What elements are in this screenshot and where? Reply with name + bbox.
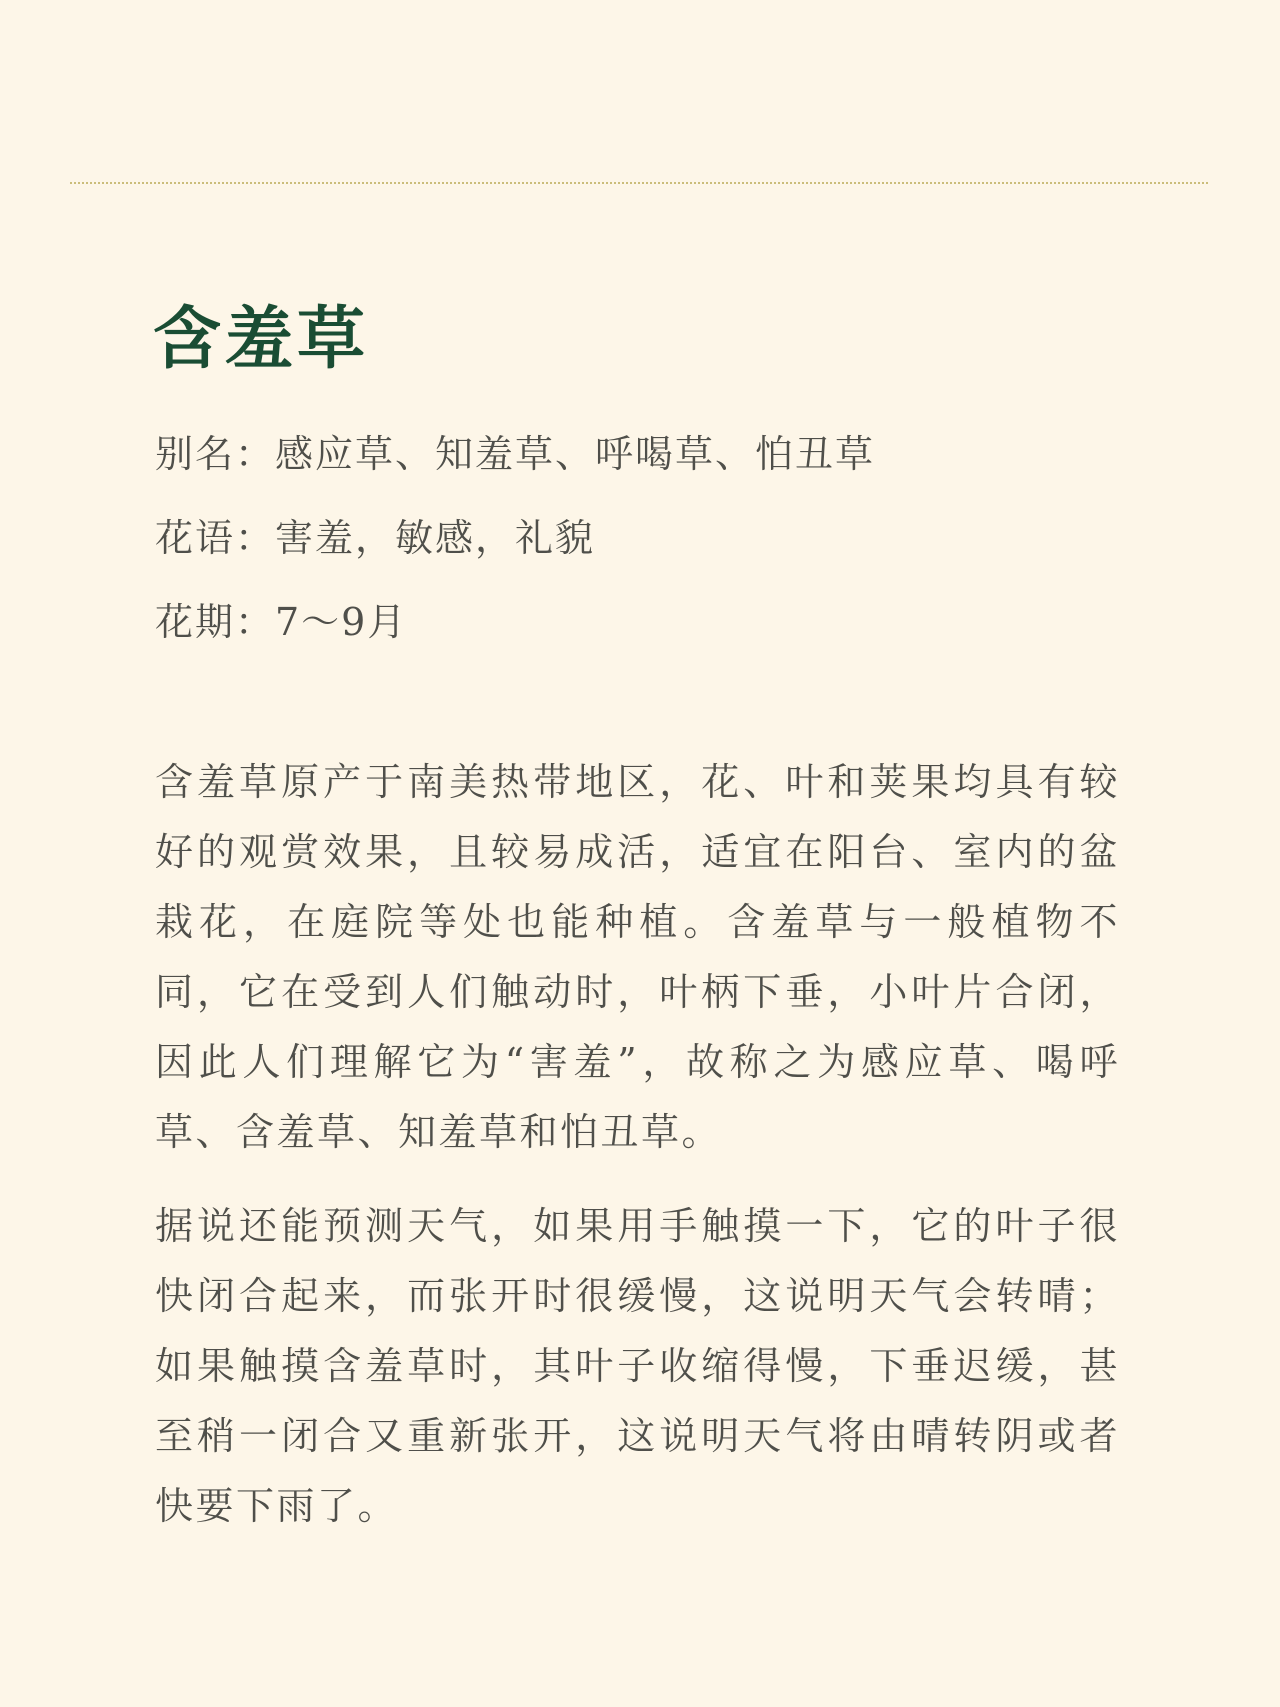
description-paragraph: 含羞草原产于南美热带地区，花、叶和荚果均具有较好的观赏效果，且较易成活，适宜在阳台、室内的盆栽花，在庭院等处也能种植。含羞草与一般植物不同，它在受到人们触动时，叶柄下垂，小叶片合闭，因此人们理解它为“害羞”，故称之为感应草、喝呼草、含羞草、知羞草和怕丑草。 xyxy=(155,760,1120,1154)
plant-meta xyxy=(155,412,1155,664)
alias-line: 别名：感应草、知羞草、呼喝草、怕丑草 xyxy=(155,432,876,476)
weather-paragraph: 据说还能预测天气，如果用手触摸一下，它的叶子很快闭合起来，而张开时很缓慢，这说明天气会转晴；如果触摸含羞草时，其叶子收缩得慢，下垂迟缓，甚至稍一闭合又重新张开，这说明天气将由晴转阴或者快要下雨了。 xyxy=(155,1204,1120,1528)
flower-language-line: 花语：害羞，敏感，礼貌 xyxy=(155,516,596,560)
page-title: 含羞草 xyxy=(153,300,370,379)
dotted-divider xyxy=(70,182,1208,184)
description-body xyxy=(155,747,1120,1565)
bloom-period-line: 花期：7～9月 xyxy=(155,600,408,644)
